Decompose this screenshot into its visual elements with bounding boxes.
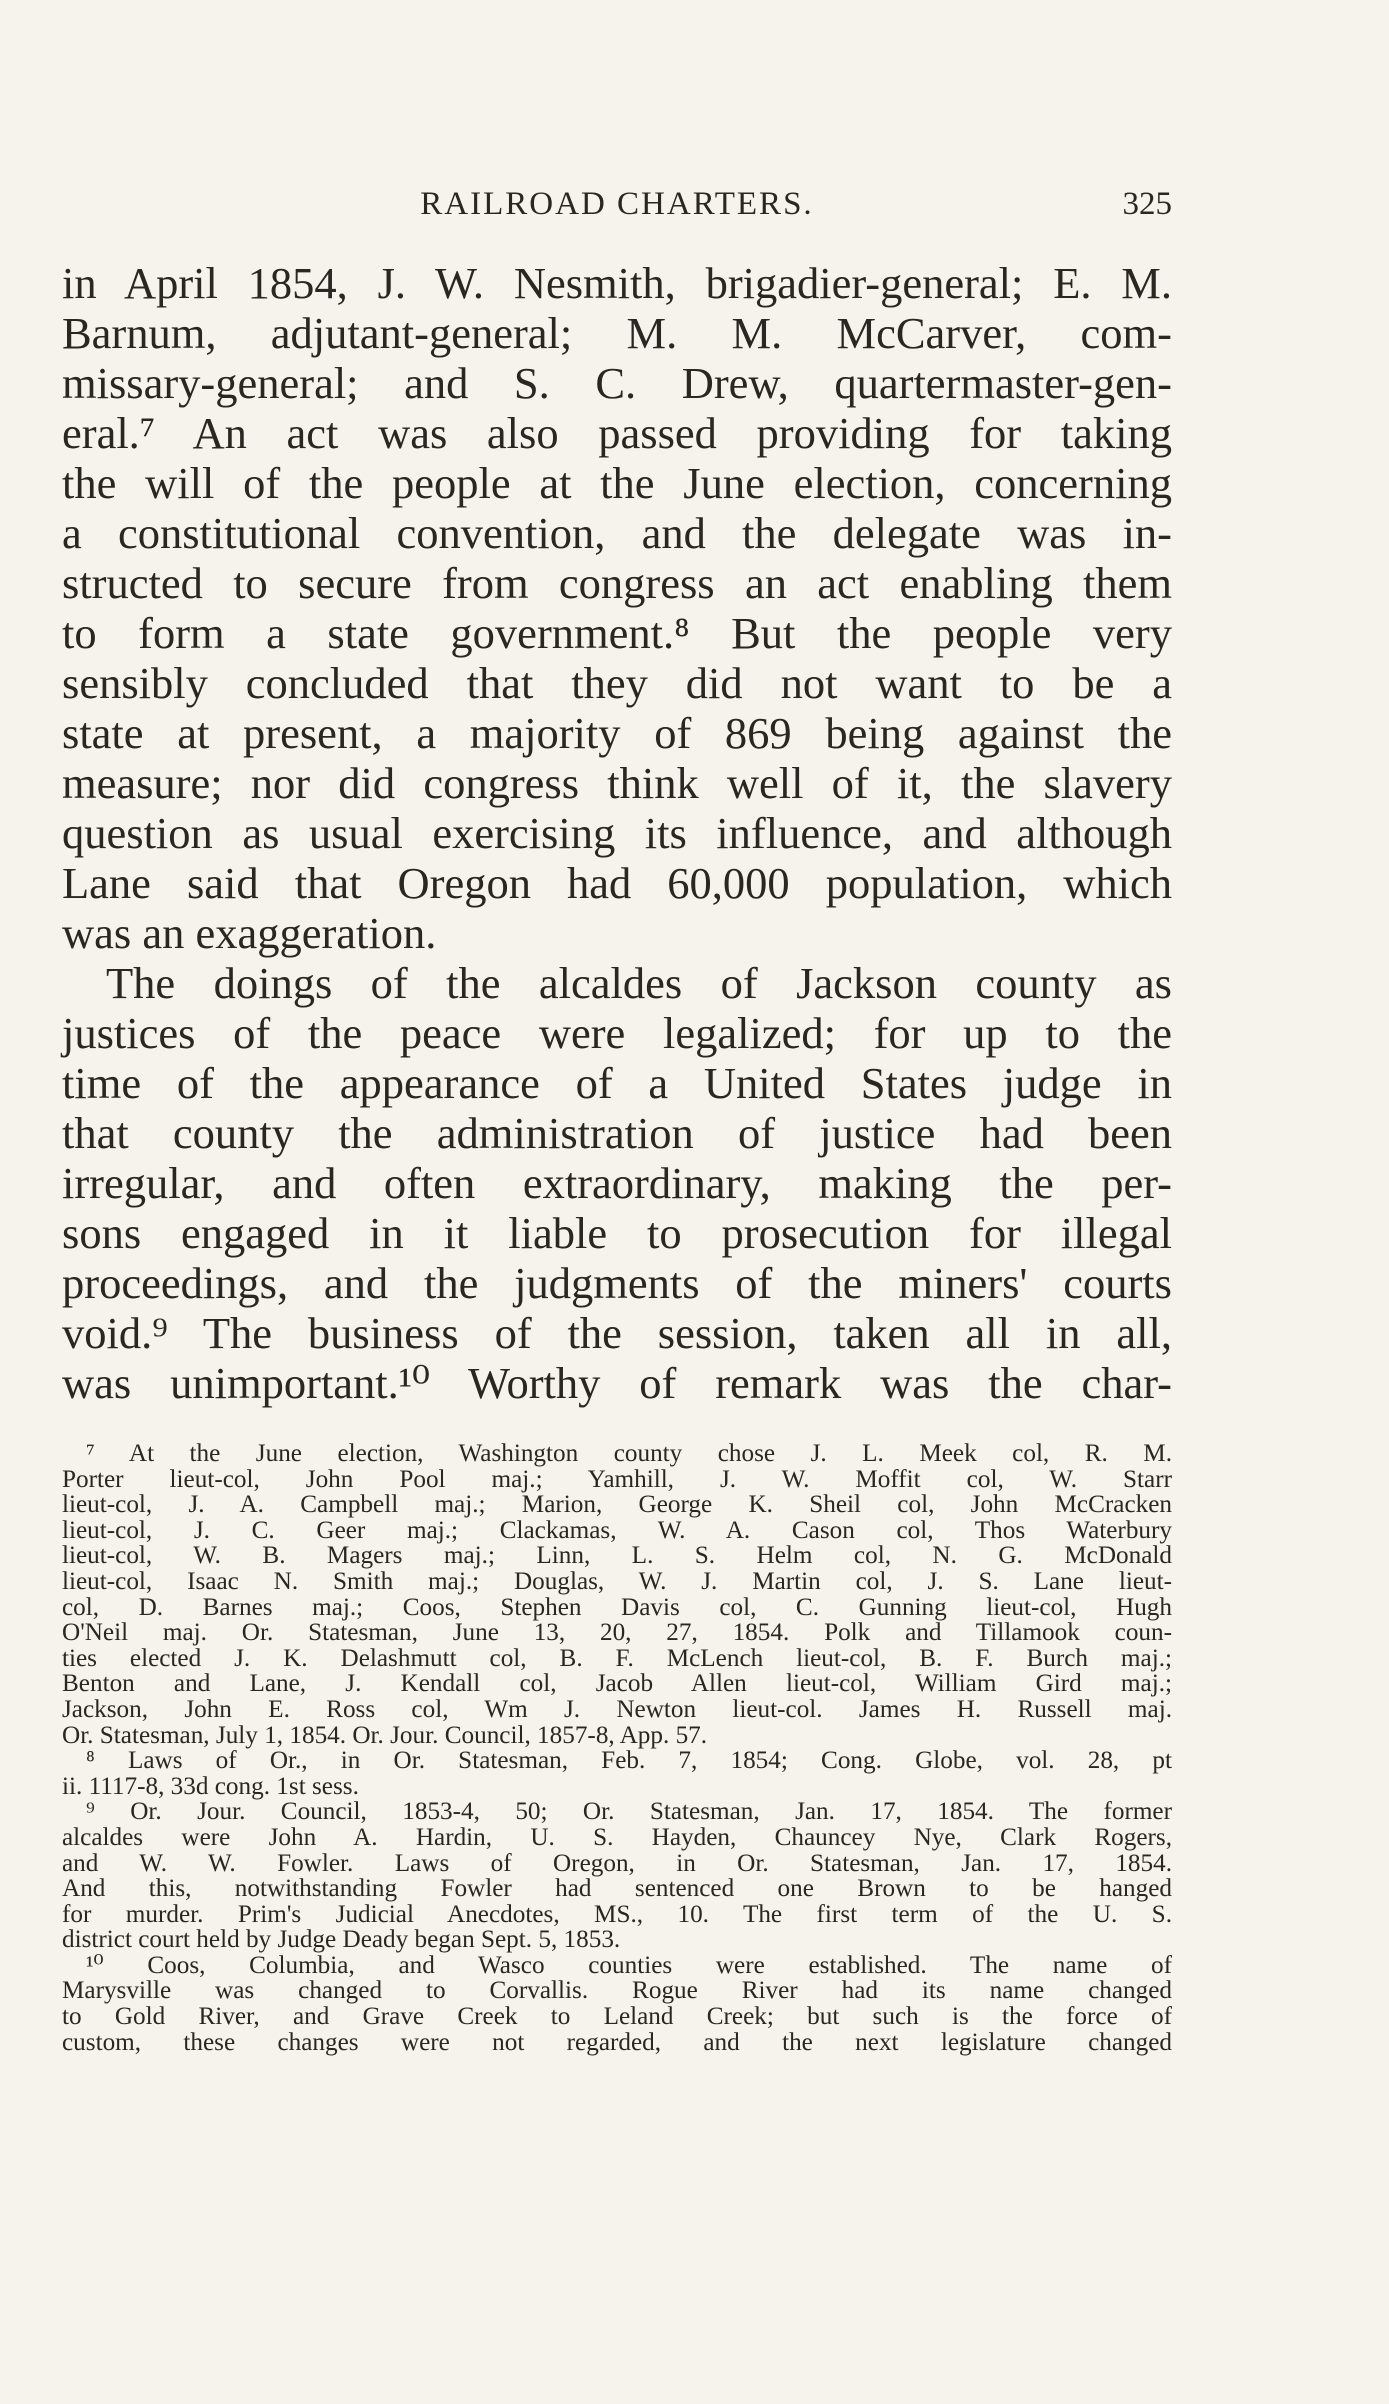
- footnote-line: ii. 1117-8, 33d cong. 1st sess.: [62, 1772, 359, 1800]
- page-number: 325: [1122, 186, 1172, 222]
- footnote-line: Benton and Lane, J. Kendall col, Jacob Allen lieut-col, William Gird maj.;: [62, 1670, 1172, 1698]
- text-line: was an exaggeration.: [62, 908, 437, 958]
- footnote-line: custom, these changes were not regarded, and the next legislature changed: [62, 2028, 1172, 2056]
- text-line: time of the appearance of a United States judge in: [62, 1058, 1172, 1108]
- main-text: [62, 258, 1172, 1408]
- footnote-line: lieut-col, W. B. Magers maj.; Linn, L. S. Helm col, N. G. McDonald: [62, 1542, 1172, 1570]
- footnote-line: And this, notwithstanding Fowler had sentenced one Brown to be hanged: [62, 1875, 1172, 1903]
- footnote-line: district court held by Judge Deady began Sept. 5, 1853.: [62, 1926, 621, 1954]
- text-line: the will of the people at the June election, concerning: [62, 458, 1172, 508]
- text-line: that county the administration of justice had been: [62, 1108, 1172, 1158]
- running-title: RAILROAD CHARTERS.: [420, 186, 814, 222]
- text-line: eral.⁷ An act was also passed providing for taking: [62, 408, 1172, 458]
- text-line: question as usual exercising its influence, and although: [62, 808, 1172, 858]
- footnote-line: Porter lieut-col, John Pool maj.; Yamhill, J. W. Moffit col, W. Starr: [62, 1465, 1172, 1493]
- footnote-line: col, D. Barnes maj.; Coos, Stephen Davis col, C. Gunning lieut-col, Hugh: [62, 1593, 1172, 1621]
- text-line: to form a state government.⁸ But the people very: [62, 608, 1172, 658]
- footnote-line: Or. Statesman, July 1, 1854. Or. Jour. Council, 1857-8, App. 57.: [62, 1721, 708, 1749]
- text-line: state at present, a majority of 869 being against the: [62, 708, 1172, 758]
- text-line: a constitutional convention, and the delegate was in-: [62, 508, 1172, 558]
- text-line: sons engaged in it liable to prosecution for illegal: [62, 1208, 1172, 1258]
- text-line: missary-general; and S. C. Drew, quartermaster-gen-: [62, 358, 1172, 408]
- text-line: structed to secure from congress an act enabling them: [62, 558, 1172, 608]
- text-line: The doings of the alcaldes of Jackson county as: [106, 958, 1172, 1008]
- text-line: irregular, and often extraordinary, making the per-: [62, 1158, 1172, 1208]
- footnote-line: ties elected J. K. Delashmutt col, B. F. McLench lieut-col, B. F. Burch maj.;: [62, 1644, 1172, 1672]
- text-line: measure; nor did congress think well of it, the slavery: [62, 758, 1172, 808]
- text-line: proceedings, and the judgments of the miners' courts: [62, 1258, 1172, 1308]
- footnote-line: ⁸ Laws of Or., in Or. Statesman, Feb. 7, 1854; Cong. Globe, vol. 28, pt: [86, 1747, 1172, 1775]
- footnote-line: alcaldes were John A. Hardin, U. S. Hayden, Chauncey Nye, Clark Rogers,: [62, 1823, 1172, 1851]
- text-line: was unimportant.¹⁰ Worthy of remark was the char-: [62, 1358, 1172, 1408]
- footnote-line: to Gold River, and Grave Creek to Leland Creek; but such is the force of: [62, 2003, 1172, 2031]
- footnote-line: and W. W. Fowler. Laws of Oregon, in Or. Statesman, Jan. 17, 1854.: [62, 1849, 1172, 1877]
- footnote-line: Jackson, John E. Ross col, Wm J. Newton lieut-col. James H. Russell maj.: [62, 1695, 1172, 1723]
- footnote-line: ¹⁰ Coos, Columbia, and Wasco counties were established. The name of: [86, 1951, 1172, 1979]
- footnote-line: ⁷ At the June election, Washington county chose J. L. Meek col, R. M.: [86, 1440, 1172, 1467]
- running-head: [62, 186, 1172, 226]
- footnote-line: ⁹ Or. Jour. Council, 1853-4, 50; Or. Statesman, Jan. 17, 1854. The former: [86, 1798, 1172, 1826]
- text-line: sensibly concluded that they did not want to be a: [62, 658, 1172, 708]
- text-line: justices of the peace were legalized; for up to the: [62, 1008, 1172, 1058]
- text-line: void.⁹ The business of the session, taken all in all,: [62, 1308, 1172, 1358]
- text-line: Lane said that Oregon had 60,000 population, which: [62, 858, 1172, 908]
- footnotes: [62, 1441, 1172, 2055]
- footnote-line: for murder. Prim's Judicial Anecdotes, MS., 10. The first term of the U. S.: [62, 1900, 1172, 1928]
- footnote-line: lieut-col, Isaac N. Smith maj.; Douglas, W. J. Martin col, J. S. Lane lieut-: [62, 1567, 1172, 1595]
- text-line: Barnum, adjutant-general; M. M. McCarver, com-: [62, 308, 1172, 358]
- text-line: in April 1854, J. W. Nesmith, brigadier-general; E. M.: [62, 258, 1172, 308]
- footnote-line: lieut-col, J. A. Campbell maj.; Marion, George K. Sheil col, John McCracken: [62, 1491, 1172, 1519]
- footnote-line: lieut-col, J. C. Geer maj.; Clackamas, W. A. Cason col, Thos Waterbury: [62, 1516, 1172, 1544]
- footnote-line: Marysville was changed to Corvallis. Rogue River had its name changed: [62, 1977, 1172, 2005]
- footnote-line: O'Neil maj. Or. Statesman, June 13, 20, 27, 1854. Polk and Tillamook coun-: [62, 1619, 1172, 1647]
